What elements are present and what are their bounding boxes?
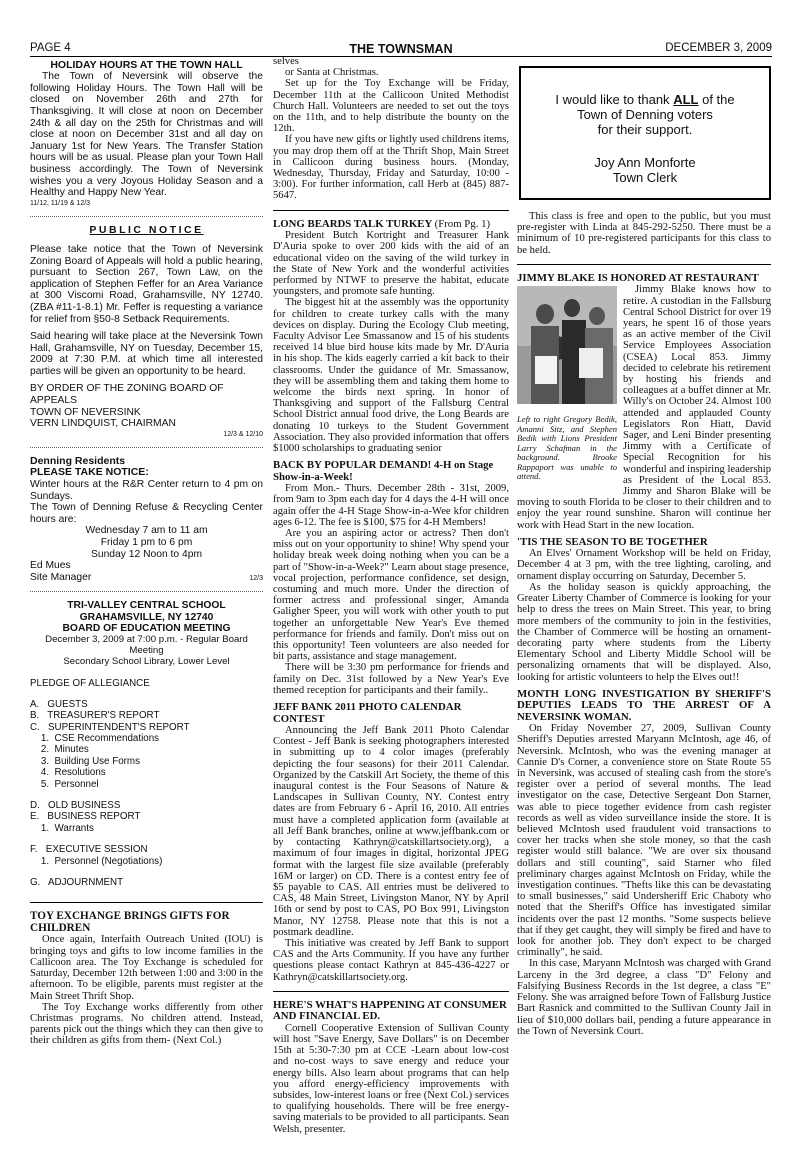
agenda-item: B. TREASURER'S REPORT xyxy=(30,710,160,722)
toy-exchange-p1: Once again, Interfaith Outreach United (IOU) is bringing toys and gifts to low income families in the Callicoon area. The Toy Exchange is scheduled for Saturday, December 12th between 1:00 and 3:00 in the afternoon. To be eligible, parents must register at the Main Street Thrift Shop. xyxy=(30,934,263,1002)
page-header xyxy=(30,42,772,56)
blake-article xyxy=(517,273,771,531)
holiday-hours-dates: 11/12, 11/19 & 12/3 xyxy=(30,199,91,207)
holiday-hours-body: The Town of Neversink will observe the following Holiday Hours. The Town Hall will be closed on November 26th and 27th for Thanksgiving. It will close at noon on December 24th & all day on the 25th for Christmas and will close at noon on December 31st and all day on January 1st for New Years. The Transfer Station hours will be as usual. Please plan your Town Hall business accordingly. The Town of Neversink wishes you a very Joyous Holiday Season and a Healthy and Happy New Year. xyxy=(30,71,263,199)
public-notice-chairman: VERN LINDQUIST, CHAIRMAN xyxy=(30,418,176,430)
divider xyxy=(30,447,263,448)
jeff-bank-p2: This initiative was created by Jeff Bank to support CAS and the Arts Community. If you have any further questions please contact Kathryn at 845-436-4227 or Kathryn@catskillartsociety.org. xyxy=(273,937,509,983)
tri-valley-datetime: December 3, 2009 at 7:00 p.m. - Regular Board Meeting xyxy=(45,633,248,657)
public-notice-order: BY ORDER OF THE ZONING BOARD OF APPEALS xyxy=(30,383,224,407)
divider xyxy=(273,991,509,992)
divider xyxy=(517,264,771,265)
divider xyxy=(30,216,263,217)
public-notice-dates: 12/3 & 12/10 xyxy=(223,430,263,438)
ad-line-1 xyxy=(521,92,769,107)
agenda-item: 2. Minutes xyxy=(30,744,89,756)
agenda-item: C. SUPERINTENDENT'S REPORT xyxy=(30,721,190,733)
ad-line-2: Town of Denning voters xyxy=(577,107,713,122)
toy-exchange-continued: selves xyxy=(273,56,299,67)
blake-photo xyxy=(517,286,617,404)
jeff-bank-article xyxy=(273,702,509,983)
divider xyxy=(30,902,263,903)
blake-p1: Jimmy Blake knows how to retire. A custodian in the Fallsburg Central School District for over 19 years, he spent 16 of those years as an active member of the Civil Service Employees Association (CSEA) Local 853. Jimmy decided to celebrate his retirement by hosting his friends and colleagues at a buffet dinner at Mr. Willy's on October 24. Almost 100 attended and applauded County Legislators Ron Hiatt, David Sager, and Leni Binder presenting Jimmy with a Certificate of Special Recognition for his wonderful and inspiring leadership as President of the Local 853. Jimmy and Sharon Blake will be moving to south Florida to be closer to their children and to enjoy the year round sunshine. Sharon will continue her work with Head Start in the new location. xyxy=(517,284,771,531)
column-1 xyxy=(30,60,263,1125)
season-p2: As the holiday season is quickly approaching, the Greater Liberty Chamber of Commerce is looking for your help to dress the trees on Main Street. This year, to bring more members of the community to join in the festivities, the Chamber of Commerce will be hosting an ornament-decorating party where students from the Liberty Elementary School and Liberty Middle School will be personalizing ornaments that will be displayed. Also, looking for artistic volunteers to help the Elves out!! xyxy=(517,581,771,683)
agenda-item: 1. Personnel (Negotiations) xyxy=(30,855,163,867)
thank-you-ad xyxy=(519,66,771,200)
tri-valley-agenda-list xyxy=(30,699,263,889)
season-article xyxy=(517,537,771,683)
tri-valley-pledge: PLEDGE OF ALLEGIANCE xyxy=(30,677,150,689)
issue-date: DECEMBER 3, 2009 xyxy=(665,42,772,54)
consumer-ed-title: HERE'S WHAT'S HAPPENING AT CONSUMER AND FINANCIAL ED. xyxy=(273,998,507,1023)
turkey-p1: President Butch Kortright and Treasurer Hank D'Auria spoke to over 200 kids with the aid of an educational video on the saving of the wild turkey in the State of New York and the wonderful activities performed by NTWF to preserve the habitat, educate youngsters, and promote safe hunting. xyxy=(273,230,509,298)
tri-valley-meeting: BOARD OF EDUCATION MEETING xyxy=(62,622,231,634)
agenda-item: D. OLD BUSINESS xyxy=(30,800,121,812)
divider xyxy=(273,210,509,211)
denning-title: Denning Residents xyxy=(30,454,126,467)
column-3 xyxy=(517,211,771,1126)
ad-all: ALL xyxy=(673,92,699,107)
denning-p1: Winter hours at the R&R Center return to 4 pm on Sundays. xyxy=(30,479,263,502)
toy-exchange-p2: The Toy Exchange works differently from other Christmas programs. No children attend. Instead, parents pick out the things which they can then give to their children as gifts from them- (Next Col.) xyxy=(30,1001,263,1047)
public-notice-p2: Said hearing will take place at the Neversink Town Hall, Grahamsville, NY on Tuesday, December 15, 2009 at 7:30 P.M. at which time all interested parties will be given an opportunity to be heard. xyxy=(30,331,263,377)
denning-hours-wed: Wednesday 7 am to 11 am xyxy=(85,525,208,537)
turkey-from: (From Pg. 1) xyxy=(434,217,491,230)
holiday-hours-title: HOLIDAY HOURS AT THE TOWN HALL xyxy=(50,59,243,71)
ad-title: Town Clerk xyxy=(612,170,678,185)
class-info: This class is free and open to the public, but you must pre-register with Linda at 845-292-5250. There must be a minimum of 10 pre-registered participants for this class to be held. xyxy=(517,211,771,256)
newspaper-title: THE TOWNSMAN xyxy=(349,42,453,56)
public-notice-title: PUBLIC NOTICE xyxy=(89,223,204,236)
toy-exchange-article xyxy=(30,911,263,1046)
season-title: 'TIS THE SEASON TO BE TOGETHER xyxy=(517,535,708,548)
arrest-p2: In this case, Maryann McIntosh was charged with Grand Larceny in the 3rd degree, a class "D" Felony and Falsifying Business Records in the 1st degree, a class "E" Felony. She was arraigned before Town of Fallsburg Justice Bart Rasnick and committed to the Sullivan County Jail in lieu of $10,000 dollars bail, pending a future appearance in the Town of Neversink Court. xyxy=(517,958,771,1037)
arrest-p1: On Friday November 27, 2009, Sullivan County Sheriff's Deputies arrested Maryann McIntosh, age 46, of Neversink. McIntosh, who was the evening manager at Cannie D's Corner, a convenience store on State Route 55 in Neversink, was accused of stealing cash from the store's register over a period of several months. The lead investigator on the case, Detective Sergeant Don Starner, was able to piece together evidence from cash register records as well as video surveillance inside the store. It is believed McIntosh used fraudulent void transactions to cover her tracks when she stole money, so that the cash register would still balance. "We are over six thousand dollars and still counting", said Starner who filed preliminary charges against McIntosh on Friday, while the investigation continues. "Thefts like this can be devastating to small businesses," said Undersheriff Eric Chaboty who noted that the Sheriff's Office has investigated similar incidents over the past 12 months. "Some suspects believe that if they get caught, they will simply be fired and have to look for another job. They don't expect to be charged criminally", he said. xyxy=(517,723,771,959)
agenda-item: E. BUSINESS REPORT xyxy=(30,811,141,823)
show-p3: There will be 3:30 pm performance for friends and family on Dec. 31st followed by a New Year's Eve themed reception for participants and their family.. xyxy=(273,662,509,696)
holiday-hours-notice xyxy=(30,60,263,208)
page-number: PAGE 4 xyxy=(30,42,71,54)
denning-hours-sun: Sunday 12 Noon to 4pm xyxy=(90,548,203,560)
agenda-item: 1. CSE Recommendations xyxy=(30,733,160,745)
tri-valley-school: TRI-VALLEY CENTRAL SCHOOL xyxy=(67,600,226,612)
arrest-article xyxy=(517,689,771,1037)
blake-title: JIMMY BLAKE IS HONORED AT RESTAURANT xyxy=(517,271,759,284)
toy-exchange-title: TOY EXCHANGE BRINGS GIFTS FOR CHILDREN xyxy=(30,910,230,934)
toy-exchange-p3: Set up for the Toy Exchange will be Friday, December 11th at the Callicoon United Methodist Church Hall. Volunteers are needed to set out the toys on the 11th, and to help distribute the bounty on the 12th. xyxy=(273,78,509,135)
agenda-item: 4. Resolutions xyxy=(30,767,106,779)
column-2 xyxy=(273,56,509,1135)
denning-signer-role: Site Manager xyxy=(30,571,92,583)
turkey-title-line xyxy=(273,219,509,231)
denning-signer-title xyxy=(30,572,263,584)
tri-valley-town: GRAHAMSVILLE, NY 12740 xyxy=(79,611,214,623)
public-notice-p1: Please take notice that the Town of Neversink Zoning Board of Appeals will hold a public hearing, pursuant to Section 267, Town Law, on the application of Stephen Feffer for an Area Variance at 300 Viscomi Road, Grahamsville, NY 12740. (ZBA #11-1-8.1) Mr. Feffer is requesting a variance for relief from §50-8 Setback Requirements. xyxy=(30,243,263,325)
denning-date: 12/3 xyxy=(249,574,263,582)
denning-notice xyxy=(30,456,263,584)
blake-caption: Left to right Gregory Bedik, Amanni Sitz, and Stephen Bedik with Lions President Larry Schafman in the background. Brooke Rappaport was unable to attend. xyxy=(517,413,617,482)
consumer-ed-article xyxy=(273,1000,509,1135)
denning-p2: The Town of Denning Refuse & Recycling Center hours are: xyxy=(30,502,263,525)
denning-signer: Ed Mues xyxy=(30,560,71,572)
show-p2: Are you an aspiring actor or actress? Then don't miss out on your opportunity to shine! Why spend your holiday break week doing nothing when you can be a part of "Show-in-a-Week?" Learn about stage presence, vocal projection, performance confidence, set design, costuming and much more. Under the direction of former actress and professional singer, Amanda Galigher Speer, you will work with other youth to put together an unforgettable New Year's Eve themed performance for friends and family. Don't miss out on this opportunity! Teen volunteers are also needed for bit parts, assistance and stage management. xyxy=(273,528,509,663)
public-notice-town: TOWN OF NEVERSINK xyxy=(30,406,141,418)
denning-subtitle: PLEASE TAKE NOTICE: xyxy=(30,466,149,479)
ad-line-1b-text: of the xyxy=(702,92,735,107)
show-title: BACK BY POPULAR DEMAND! 4-H on Stage Show-in-a-Week! xyxy=(273,459,494,483)
divider xyxy=(30,591,263,592)
agenda-item: 3. Building Use Forms xyxy=(30,755,140,767)
toy-exchange-p4: If you have new gifts or lightly used childrens items, you may drop them off at the Thrift Shop, Main Street in Callicoon during business hours. (Monday, Wednesday, Thursday, Friday and Saturday, 10:00 - 3:00). For further information, call Herb at (845) 887-5647. xyxy=(273,134,509,202)
turkey-title: LONG BEARDS TALK TURKEY xyxy=(273,217,432,230)
jeff-bank-p1: Announcing the Jeff Bank 2011 Photo Calendar Contest - Jeff Bank is seeking photographers interested in submitting up to 4 color images (preferably depicting the four seasons) for their 2011 Calendar. Organized by the Catskill Art Society, the theme of this inaugural contest is the Four Seasons of Nature & Landscapes in Sullivan County, NY. Contest entry dates are from February 6 - April 16, 2010. All entries must have a completed application form (available at all Jeff Bank branches, online at www.jeffbank.com or by contacting Kathryn@catskillartsociety.org), a maximum of four images in digital, horizontal JPEG format with the largest file size available (preferably 16M or larger) on CD. There is a contest entry fee of $5 payable to CAS. All entries must be delivered to CAS, 48 Main Street, Livingston Manor, NY by April 16th or send by post to CAS, PO Box 991, Livingston Manor, NY 12758. Please note that this is not a postmark deadline. xyxy=(273,725,509,938)
ad-line-3: for their support. xyxy=(597,122,693,137)
arrest-title: MONTH LONG INVESTIGATION BY SHERIFF'S DEPUTIES LEADS TO THE ARREST OF A NEVERSINK WOMAN. xyxy=(517,687,771,723)
public-notice xyxy=(30,225,263,439)
tri-valley-location: Secondary School Library, Lower Level xyxy=(63,656,230,668)
agenda-item: A. GUESTS xyxy=(30,698,88,710)
agenda-item: G. ADJOURNMENT xyxy=(30,877,124,889)
agenda-item: F. EXECUTIVE SESSION xyxy=(30,844,148,856)
consumer-ed-p1: Cornell Cooperative Extension of Sullivan County will host "Save Energy, Save Dollars" is on December 15th at 5:30-7:30 pm at CCE -Learn about low-cost and no-cost ways to save energy and reduce your energy bills. Also learn about programs that can help you afford energy-efficiency improvements with subsides, low-interest loans or free (Next Col.) services to qualifying households. There will be free energy-saving materials to be provided to all participants. Sean Welsh, presenter. xyxy=(273,1022,509,1135)
turkey-article xyxy=(273,219,509,455)
agenda-item: 5. Personnel xyxy=(30,778,99,790)
show-p1: From Mon.- Thurs. December 28th - 31st, 2009, from 9am to 3pm each day for 4 days the 4-H will once again offer the 4-H Stage Show-in-a-Wee kfor children ages 6-12. The fee is $100, $75 for 4-H Members! xyxy=(273,483,509,528)
show-in-a-week-article xyxy=(273,460,509,696)
toy-exchange-continued-2: or Santa at Christmas. xyxy=(285,67,379,79)
season-p1: An Elves' Ornament Workshop will be held on Friday, December 4 at 3 pm, with the tree lighting, caroling, and ornament display occurring on Saturday, December 5. xyxy=(517,548,771,582)
ad-name: Joy Ann Monforte xyxy=(594,155,696,170)
tri-valley-agenda xyxy=(30,600,263,888)
ad-line-1-text: I would like to thank xyxy=(555,92,670,107)
turkey-p2: The biggest hit at the assembly was the opportunity for children to create turkey calls with the many devices on display. During the Ecology Club meeting, Faculty Advisor Lee Smassanow and 15 of his students received 14 blue bird house kits made by Mr. D'Auria in his shop. The kids eagerly carried a kit back to their classrooms. Under the guidance of Mr. Smassanow, they will be assembling them and taking them home to welcome the birds next spring. In honor of Thanksgiving and support of the Fallsburg Central School District annual food drive, the Long Beards are donating 10 turkeys to the Student Government Association. They also provided information that offers $1000 scholarships to graduating senior xyxy=(273,297,509,454)
denning-hours-fri: Friday 1 pm to 6 pm xyxy=(100,537,193,548)
jeff-bank-title: JEFF BANK 2011 PHOTO CALENDAR CONTEST xyxy=(273,701,462,725)
agenda-item: 1. Warrants xyxy=(30,822,94,834)
photo-image xyxy=(517,286,617,404)
